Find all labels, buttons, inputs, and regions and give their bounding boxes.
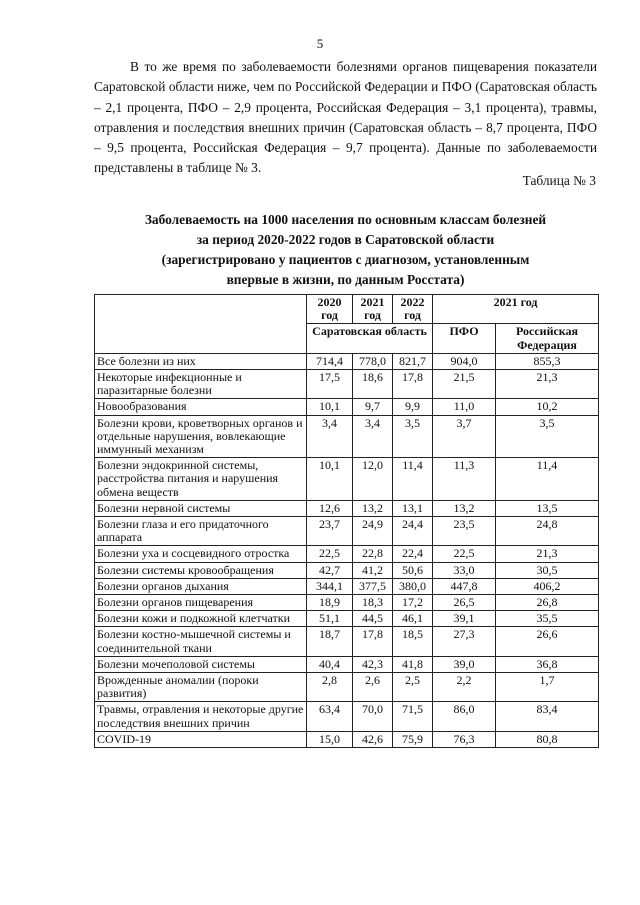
value-rf-cell: 35,5	[496, 611, 599, 627]
table-title-line-3: (зарегистрировано у пациентов с диагнозом, установленным	[161, 252, 530, 267]
value-2022-cell: 24,4	[393, 517, 433, 546]
value-pfo-cell: 3,7	[433, 415, 496, 458]
value-2020-cell: 2,8	[307, 673, 353, 702]
value-2020-cell: 3,4	[307, 415, 353, 458]
value-pfo-cell: 13,2	[433, 500, 496, 516]
table-row	[95, 353, 599, 369]
value-2021-cell: 42,3	[353, 656, 393, 672]
disease-name-cell: COVID-19	[95, 731, 307, 747]
value-rf-cell: 406,2	[496, 578, 599, 594]
table-row	[95, 578, 599, 594]
value-rf-cell: 1,7	[496, 673, 599, 702]
value-rf-cell: 26,8	[496, 595, 599, 611]
table-title-line-2: за период 2020-2022 годов в Саратовской области	[196, 232, 495, 247]
table-row	[95, 415, 599, 458]
table-row	[95, 562, 599, 578]
value-2020-cell: 18,9	[307, 595, 353, 611]
value-rf-cell: 80,8	[496, 731, 599, 747]
value-2021-cell: 24,9	[353, 517, 393, 546]
table-row	[95, 370, 599, 399]
value-pfo-cell: 39,0	[433, 656, 496, 672]
value-2021-cell: 44,5	[353, 611, 393, 627]
value-pfo-cell: 23,5	[433, 517, 496, 546]
value-2022-cell: 17,2	[393, 595, 433, 611]
value-2022-cell: 11,4	[393, 458, 433, 501]
disease-name-cell: Травмы, отравления и некоторые другие последствия внешних причин	[95, 702, 307, 731]
value-pfo-cell: 904,0	[433, 353, 496, 369]
table-body	[95, 353, 599, 747]
disease-name-cell: Болезни системы кровообращения	[95, 562, 307, 578]
value-pfo-cell: 33,0	[433, 562, 496, 578]
value-rf-cell: 10,2	[496, 399, 599, 415]
value-2022-cell: 2,5	[393, 673, 433, 702]
value-pfo-cell: 21,5	[433, 370, 496, 399]
value-2020-cell: 17,5	[307, 370, 353, 399]
value-rf-cell: 30,5	[496, 562, 599, 578]
value-rf-cell: 21,3	[496, 546, 599, 562]
value-rf-cell: 855,3	[496, 353, 599, 369]
value-2022-cell: 50,6	[393, 562, 433, 578]
value-pfo-cell: 11,0	[433, 399, 496, 415]
value-2021-cell: 778,0	[353, 353, 393, 369]
morbidity-table	[94, 294, 599, 748]
value-rf-cell: 21,3	[496, 370, 599, 399]
table-row	[95, 399, 599, 415]
value-rf-cell: 24,8	[496, 517, 599, 546]
value-pfo-cell: 22,5	[433, 546, 496, 562]
disease-name-cell: Болезни костно-мышечной системы и соединительной ткани	[95, 627, 307, 656]
value-2021-cell: 42,6	[353, 731, 393, 747]
value-2022-cell: 71,5	[393, 702, 433, 731]
value-2020-cell: 10,1	[307, 458, 353, 501]
value-pfo-cell: 2,2	[433, 673, 496, 702]
disease-name-cell: Новообразования	[95, 399, 307, 415]
value-2022-cell: 22,4	[393, 546, 433, 562]
value-2020-cell: 40,4	[307, 656, 353, 672]
value-2022-cell: 13,1	[393, 500, 433, 516]
table-label: Таблица № 3	[522, 173, 596, 188]
header-2021-group: 2021 год	[433, 295, 599, 324]
table-title-line-1: Заболеваемость на 1000 населения по основным классам болезней	[144, 212, 547, 227]
table-row	[95, 702, 599, 731]
value-2020-cell: 344,1	[307, 578, 353, 594]
table-row	[95, 611, 599, 627]
value-2020-cell: 22,5	[307, 546, 353, 562]
disease-name-cell: Болезни органов дыхания	[95, 578, 307, 594]
page-number: 5	[316, 36, 324, 51]
value-2020-cell: 18,7	[307, 627, 353, 656]
value-2022-cell: 17,8	[393, 370, 433, 399]
value-2021-cell: 2,6	[353, 673, 393, 702]
disease-name-cell: Болезни крови, кроветворных органов и отдельные нарушения, вовлекающие иммунный механизм	[95, 415, 307, 458]
header-disease-class	[95, 295, 307, 354]
value-rf-cell: 36,8	[496, 656, 599, 672]
header-rf: Российская Федерация	[496, 324, 599, 353]
value-2020-cell: 63,4	[307, 702, 353, 731]
header-saratov: Саратовская область	[307, 324, 433, 353]
value-2021-cell: 18,3	[353, 595, 393, 611]
disease-name-cell: Все болезни из них	[95, 353, 307, 369]
value-pfo-cell: 39,1	[433, 611, 496, 627]
disease-name-cell: Болезни уха и сосцевидного отростка	[95, 546, 307, 562]
value-pfo-cell: 86,0	[433, 702, 496, 731]
header-pfo: ПФО	[433, 324, 496, 353]
value-2022-cell: 18,5	[393, 627, 433, 656]
table-row	[95, 595, 599, 611]
disease-name-cell: Болезни кожи и подкожной клетчатки	[95, 611, 307, 627]
value-2021-cell: 18,6	[353, 370, 393, 399]
header-2020: 2020 год	[307, 295, 353, 324]
table-row	[95, 517, 599, 546]
value-2022-cell: 46,1	[393, 611, 433, 627]
table-row	[95, 731, 599, 747]
value-2021-cell: 70,0	[353, 702, 393, 731]
value-2022-cell: 9,9	[393, 399, 433, 415]
value-2020-cell: 42,7	[307, 562, 353, 578]
value-2020-cell: 15,0	[307, 731, 353, 747]
table-title	[94, 210, 597, 290]
value-pfo-cell: 11,3	[433, 458, 496, 501]
value-2021-cell: 377,5	[353, 578, 393, 594]
table-row	[95, 656, 599, 672]
value-2021-cell: 22,8	[353, 546, 393, 562]
value-2020-cell: 23,7	[307, 517, 353, 546]
value-2021-cell: 3,4	[353, 415, 393, 458]
table-row	[95, 458, 599, 501]
value-rf-cell: 11,4	[496, 458, 599, 501]
intro-paragraph: В то же время по заболеваемости болезнями органов пищеварения показатели Саратовской области ниже, чем по Российской Федерации и ПФО (Саратовская область – 2,1 процента, ПФО – 2,9 процента, Российская Федерация – 3,1 процента), травмы, отравления и последствия внешних причин (Саратовская область – 8,7 процента, ПФО – 9,5 процента, Российская Федерация – 9,7 процента). Данные по заболеваемости представлены в таблице № 3.	[94, 59, 597, 176]
disease-name-cell: Болезни эндокринной системы, расстройства питания и нарушения обмена веществ	[95, 458, 307, 501]
header-2022: 2022 год	[393, 295, 433, 324]
value-2021-cell: 9,7	[353, 399, 393, 415]
value-pfo-cell: 76,3	[433, 731, 496, 747]
value-2021-cell: 41,2	[353, 562, 393, 578]
value-2022-cell: 821,7	[393, 353, 433, 369]
value-2022-cell: 41,8	[393, 656, 433, 672]
value-2020-cell: 714,4	[307, 353, 353, 369]
value-2021-cell: 13,2	[353, 500, 393, 516]
value-rf-cell: 83,4	[496, 702, 599, 731]
value-pfo-cell: 27,3	[433, 627, 496, 656]
value-2020-cell: 51,1	[307, 611, 353, 627]
disease-name-cell: Болезни глаза и его придаточного аппарата	[95, 517, 307, 546]
value-2020-cell: 10,1	[307, 399, 353, 415]
value-pfo-cell: 447,8	[433, 578, 496, 594]
value-pfo-cell: 26,5	[433, 595, 496, 611]
value-2020-cell: 12,6	[307, 500, 353, 516]
disease-name-cell: Врожденные аномалии (пороки развития)	[95, 673, 307, 702]
value-rf-cell: 13,5	[496, 500, 599, 516]
table-header-row-years	[95, 295, 599, 324]
table-row	[95, 500, 599, 516]
disease-name-cell: Болезни нервной системы	[95, 500, 307, 516]
table-row	[95, 627, 599, 656]
value-2022-cell: 75,9	[393, 731, 433, 747]
disease-name-cell: Болезни мочеполовой системы	[95, 656, 307, 672]
value-2022-cell: 3,5	[393, 415, 433, 458]
table-row	[95, 546, 599, 562]
table-row	[95, 673, 599, 702]
value-2021-cell: 12,0	[353, 458, 393, 501]
value-rf-cell: 26,6	[496, 627, 599, 656]
value-2022-cell: 380,0	[393, 578, 433, 594]
value-2021-cell: 17,8	[353, 627, 393, 656]
header-2021: 2021 год	[353, 295, 393, 324]
table-title-line-4: впервые в жизни, по данным Росстата)	[226, 272, 465, 287]
value-rf-cell: 3,5	[496, 415, 599, 458]
disease-name-cell: Некоторые инфекционные и паразитарные болезни	[95, 370, 307, 399]
disease-name-cell: Болезни органов пищеварения	[95, 595, 307, 611]
